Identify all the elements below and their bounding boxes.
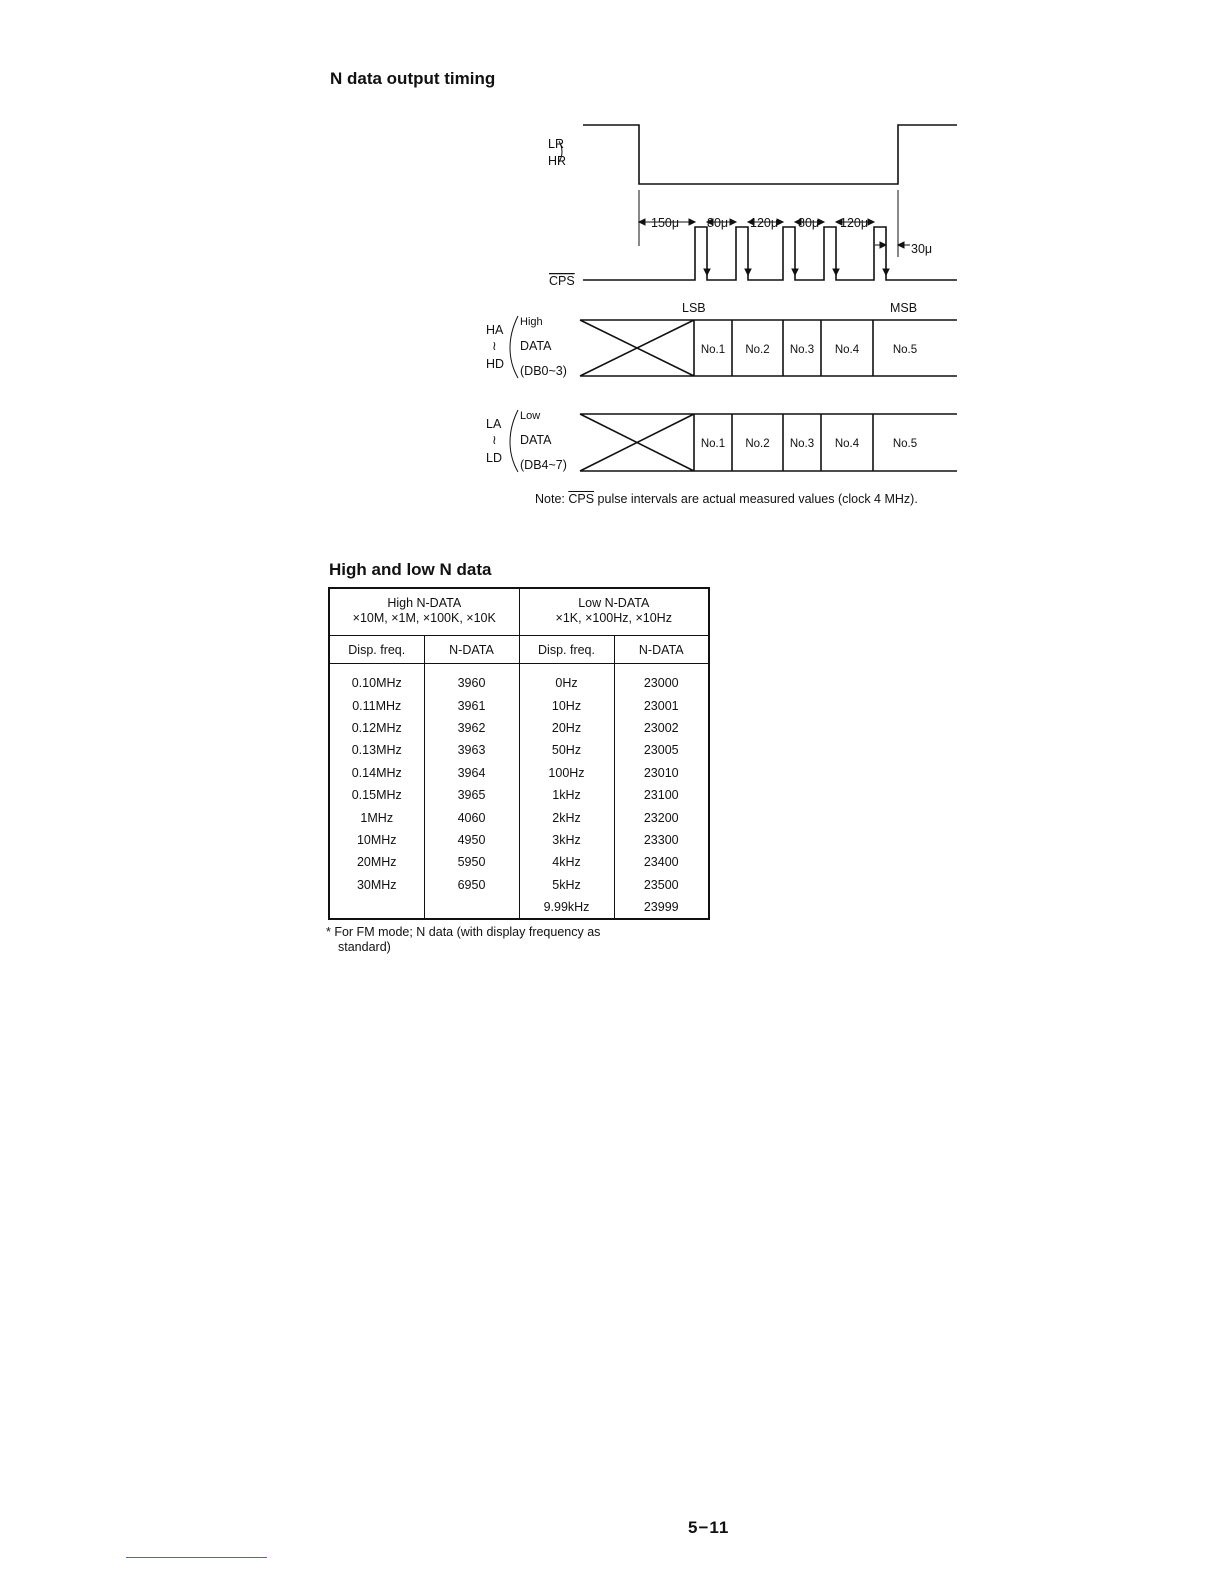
table-cell: 10Hz [519,694,614,716]
col-header: Disp. freq. [519,636,614,664]
table-row [329,784,709,806]
high-range-start: HA [486,323,504,337]
table-row [329,739,709,761]
col-header: N-DATA [614,636,709,664]
table-cell: 23000 [614,664,709,695]
table-cell: 3964 [424,762,519,784]
high-header-line-2: ×10M, ×1M, ×100K, ×10K [352,611,496,625]
table-cell: 10MHz [329,829,424,851]
table-cell [424,896,519,919]
interval-3: 120μ [750,216,779,230]
table-row [329,694,709,716]
high-brace [510,316,518,378]
low-bits: (DB4~7) [520,458,567,472]
table-row [329,664,709,695]
lr-hr-waveform [583,125,957,184]
table-row [329,851,709,873]
cps-label: CPS [549,274,575,288]
high-range-end: HD [486,357,505,371]
table-cell: 3kHz [519,829,614,851]
table-cell: 0.14MHz [329,762,424,784]
high-data-label: DATA [520,339,552,353]
footer-rule [126,1557,267,1558]
lsb-label: LSB [682,301,706,315]
interval-2: 80μ [707,216,729,230]
table-cell: 23002 [614,717,709,739]
table-cell: 2kHz [519,806,614,828]
table-cell: 0.10MHz [329,664,424,695]
table-cell: 0.11MHz [329,694,424,716]
table-row [329,717,709,739]
table-cell: 4060 [424,806,519,828]
table-cell: 3965 [424,784,519,806]
high-slot-2: No.2 [745,344,770,356]
table-cell: 23500 [614,874,709,896]
table-title: High and low N data [329,560,492,579]
timing-diagram [470,110,960,482]
table-cell: 23001 [614,694,709,716]
table-cell: 5kHz [519,874,614,896]
low-ndata-header [519,588,709,636]
high-range-tilde: ≀ [492,339,497,353]
low-slot-4: No.4 [834,438,860,450]
table-cell: 20MHz [329,851,424,873]
low-kind: Low [520,410,541,422]
table-cell: 4kHz [519,851,614,873]
interval-5: 120μ [840,216,869,230]
table-cell [329,896,424,919]
table-cell: 20Hz [519,717,614,739]
table-cell: 1kHz [519,784,614,806]
low-brace [510,410,518,472]
table-cell: 50Hz [519,739,614,761]
footnote [326,925,684,955]
hr-label: HR [548,154,567,168]
low-range-end: LD [486,451,502,465]
low-slot-1: No.1 [700,438,726,450]
high-bits: (DB0~3) [520,364,567,378]
col-header: N-DATA [424,636,519,664]
table-cell: 23300 [614,829,709,851]
table-cell: 6950 [424,874,519,896]
table-cell: 9.99kHz [519,896,614,919]
table-cell: 3961 [424,694,519,716]
high-slot-1: No.1 [700,344,726,356]
table-cell: 3962 [424,717,519,739]
timing-title: N data output timing [330,69,496,88]
note-cps: $\overline{CPS}$ [568,492,595,506]
low-header-line-2: ×1K, ×100Hz, ×10Hz [555,611,672,625]
interval-end: 30μ [911,242,933,256]
timing-note [535,492,918,506]
high-header-line-1: High N-DATA [387,596,462,610]
table-row [329,762,709,784]
table-cell: 30MHz [329,874,424,896]
high-slot-3: No.3 [789,344,815,356]
low-slot-3: No.3 [789,438,815,450]
high-slot-5: No.5 [892,344,918,356]
high-slot-4: No.4 [834,344,860,356]
lr-label: LR [548,137,564,151]
ndata-table [328,587,710,920]
table-cell: 3960 [424,664,519,695]
low-header-line-1: Low N-DATA [578,596,650,610]
table-cell: 23200 [614,806,709,828]
table-cell: 23400 [614,851,709,873]
table-cell: 1MHz [329,806,424,828]
low-range-start: LA [486,417,502,431]
msb-label: MSB [890,301,918,315]
table-cell: 23010 [614,762,709,784]
table-cell: 0.12MHz [329,717,424,739]
low-slot-2: No.2 [745,438,770,450]
note-prefix: Note: [535,492,569,506]
table-cell: 23100 [614,784,709,806]
high-kind: High [520,316,543,328]
page-number: 5−11 [688,1518,730,1537]
table-row [329,896,709,919]
table-cell: 5950 [424,851,519,873]
low-range-tilde: ≀ [492,433,497,447]
table-cell: 0Hz [519,664,614,695]
table-cell: 100Hz [519,762,614,784]
interval-1: 150μ [651,216,680,230]
table-row [329,874,709,896]
col-header: Disp. freq. [329,636,424,664]
footnote-line-1: * For FM mode; N data (with display frequency as [326,925,601,939]
note-suffix: pulse intervals are actual measured values (clock 4 MHz). [594,492,918,506]
footnote-line-2: standard) [338,940,391,954]
table-cell: 3963 [424,739,519,761]
table-cell: 4950 [424,829,519,851]
table-row [329,829,709,851]
table-row [329,806,709,828]
table-cell: 0.15MHz [329,784,424,806]
table-cell: 23999 [614,896,709,919]
low-data-label: DATA [520,433,552,447]
table-cell: 0.13MHz [329,739,424,761]
table-cell: 23005 [614,739,709,761]
low-slot-5: No.5 [892,438,918,450]
high-ndata-header [329,588,519,636]
interval-4: 80μ [798,216,820,230]
